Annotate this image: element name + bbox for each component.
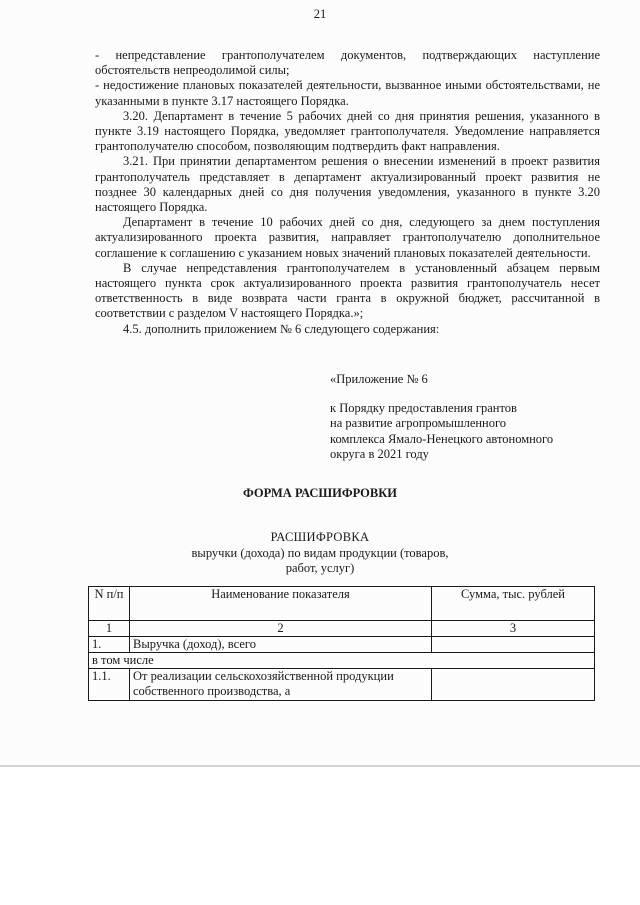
paragraph: 4.5. дополнить приложением № 6 следующего содержания: (123, 321, 440, 336)
table-cell: 1 (89, 621, 130, 637)
document-subtitle-line: выручки (дохода) по видам продукции (товаров, (191, 546, 449, 560)
table-column-numbers-row (89, 621, 595, 637)
page-number: 21 (313, 7, 327, 21)
paragraph: 3.21. При принятии департаментом решения о внесении изменений в проект развития грантополучатель представляет в департамент актуализированный проект развития не позднее 30 календарных дней со дня получения уведомления, указанного в пункте 3.20 настоящего Порядка. (95, 154, 600, 215)
appendix-line: комплекса Ямало-Ненецкого автономного (330, 431, 554, 446)
body-text (95, 48, 600, 337)
table-header-row (89, 587, 595, 621)
header-cell-number: N п/п (89, 587, 130, 621)
header-cell-indicator: Наименование показателя (130, 587, 432, 621)
form-heading: ФОРМА РАСШИФРОВКИ (242, 486, 398, 500)
document-subtitle-line: работ, услуг) (285, 561, 355, 575)
table-row (89, 637, 595, 653)
table-cell: 2 (130, 621, 432, 637)
appendix-block (330, 372, 620, 462)
table-cell-sum (432, 669, 595, 701)
paragraph: В случае непредставления грантополучателем в установленный абзацем первым настоящего пункта срок актуализированного проекта развития грантополучатель несет ответственность в виде возврата части гранта в окружной бюджет, рассчитанной в соответствии с разделом V настоящего Порядка.»; (95, 260, 600, 321)
appendix-line: округа в 2021 году (330, 446, 429, 461)
appendix-title: «Приложение № 6 (330, 372, 428, 386)
header-cell-sum: Сумма, тыс. рублей (432, 587, 595, 621)
table-cell-sum (432, 637, 595, 653)
table-cell-span: в том числе (89, 653, 595, 669)
paragraph: Департамент в течение 10 рабочих дней со дня, следующего за днем поступления актуализированного проекта развития, направляет грантополучателю дополнительное соглашение к соглашению с указанием новых значений плановых показателей деятельности. (95, 215, 600, 260)
table-cell-number: 1. (89, 637, 130, 653)
paragraph: - недостижение плановых показателей деятельности, вызванное иными обстоятельствами, не указанными в пункте 3.17 настоящего Порядка. (95, 78, 600, 108)
table-cell-name: От реализации сельскохозяйственной продукции собственного производства, а (130, 669, 432, 701)
appendix-line: на развитие агропромышленного (330, 416, 507, 431)
paragraph: - непредставление грантополучателем документов, подтверждающих наступление обстоятельств непреодолимой силы; (95, 48, 600, 78)
document-title: РАСШИФРОВКА (270, 530, 370, 544)
table-cell: 3 (432, 621, 595, 637)
paragraph: 3.20. Департамент в течение 5 рабочих дней со дня принятия решения, указанного в пункте 3.19 настоящего Порядка, уведомляет грантополучателя. Уведомление направляется грантополучателю способом, позволяющим подтвердить факт направления. (95, 108, 600, 154)
table-cell-number: 1.1. (89, 669, 130, 701)
breakdown-table (88, 586, 595, 701)
table-row (89, 669, 595, 701)
table-row (89, 653, 595, 669)
table-cell-name: Выручка (доход), всего (130, 637, 432, 653)
appendix-line: к Порядку предоставления грантов (330, 401, 517, 416)
